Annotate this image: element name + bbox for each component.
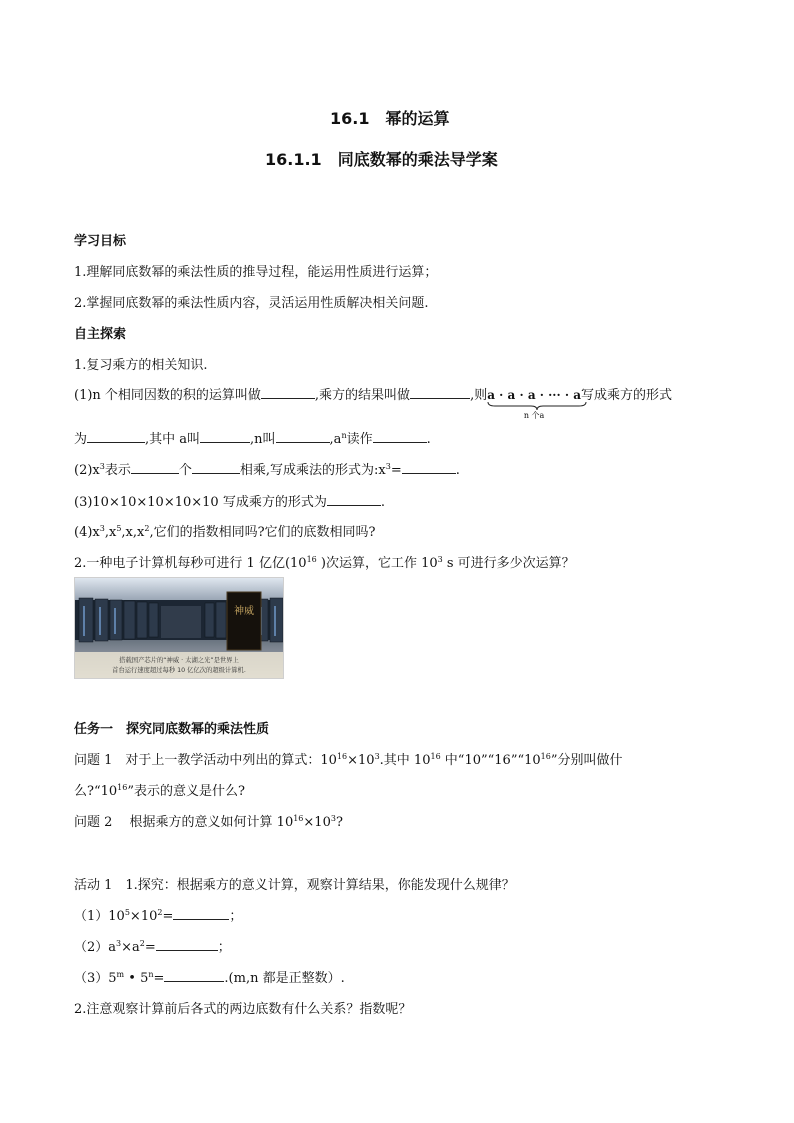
activity1-exercise-3: （3）5$^m$ • $5^n= .(m,n$ 都是正整数）.: [74, 970, 345, 986]
photo-caption-line-1: 搭载国产芯片的“神威 · 太湖之光”是世界上: [119, 657, 239, 664]
section-title: 16.1 幂的运算: [330, 109, 450, 128]
lesson-title: 16.1.1 同底数幂的乘法导学案: [265, 150, 498, 169]
sign-text: 神威: [234, 606, 254, 617]
photo-caption-line-2: 首台运行速度超过每秒 10 亿亿次的超级计算机.: [112, 667, 246, 674]
supercomputer-photo: [74, 577, 284, 679]
brace-label: n 个a: [523, 411, 545, 420]
task1-question-2: 问题 2 根据乘方的意义如何计算 $10^{16}\times 10^3$?: [74, 814, 343, 830]
activity1-exercise-2: $(2)a^3\times a^2=$ ；: [74, 939, 231, 955]
explore-line-p4: $(4)x^3,x^5,x,x^2$,它们的指数相同吗?它们的底数相同吗?: [74, 524, 376, 540]
answer-blank[interactable]: [276, 430, 330, 443]
product-expression: a · a · a · ··· · a n 个a: [487, 388, 581, 403]
answer-blank[interactable]: [131, 461, 179, 474]
goal-item-2: 2.掌握同底数幂的乘法性质内容，灵活运用性质解决相关问题.: [74, 296, 429, 311]
answer-blank[interactable]: [402, 461, 456, 474]
explore-question-1: 1.复习乘方的相关知识.: [74, 358, 208, 373]
server-room-illustration: [75, 578, 283, 678]
answer-blank[interactable]: [87, 430, 145, 443]
answer-blank[interactable]: [327, 493, 381, 506]
activity1-line-2: 2.注意观察计算前后各式的两边底数有什么关系？指数呢？: [74, 1002, 412, 1017]
answer-blank[interactable]: [173, 907, 229, 920]
explore-question-2: 2.一种电子计算机每秒可进行 1 亿亿($10^{16}$ )次运算，它工作 $10^3$ s 可进行多少次运算？: [74, 555, 575, 571]
answer-blank[interactable]: [200, 430, 250, 443]
answer-blank[interactable]: [373, 430, 427, 443]
answer-blank[interactable]: [164, 969, 224, 982]
goals-heading: 学习目标: [74, 234, 127, 249]
activity1-exercise-1: $(1)10^5\times 10^2=$ ；: [74, 908, 243, 924]
explore-line-p3: (3)10×10×10×10×10 写成乘方的形式为 .: [74, 495, 385, 510]
activity1-line-1: 活动 1 1.探究：根据乘方的意义计算，观察计算结果，你能发现什么规律？: [74, 878, 515, 893]
answer-blank[interactable]: [410, 386, 470, 399]
explore-heading: 自主探索: [74, 327, 127, 342]
explore-line-p2: $(2)x^3$表示 个 相乘,写成乘法的形式为$:x^3=$ .: [74, 462, 460, 478]
answer-blank[interactable]: [156, 938, 218, 951]
task1-heading: 任务一 探究同底数幂的乘法性质: [74, 722, 270, 737]
task1-question-1-cont: 么$?“10^{16}$”表示的意义是什么?: [74, 783, 245, 799]
underbrace-icon: [487, 402, 587, 410]
task1-question-1: 问题 1 对于上一教学活动中列出的算式：$10^{16}\times 10^3$.其中 $10^{16}$ 中“$10”“16”“10^{16}$”分别叫做什: [74, 752, 623, 768]
explore-line-p1: (1)n 个相同因数的积的运算叫做 ,乘方的结果叫做 ,则a · a · a · ··· · a n 个a 写成乘方的形式: [74, 388, 672, 420]
goal-item-1: 1.理解同底数幂的乘法性质的推导过程，能运用性质进行运算；: [74, 265, 438, 280]
answer-blank[interactable]: [192, 461, 240, 474]
explore-line-p1-cont: 为 ,其中 a叫 ,n叫 $,a^n$读作 .: [74, 431, 431, 447]
answer-blank[interactable]: [261, 386, 315, 399]
cabinet-sign: [227, 592, 261, 650]
